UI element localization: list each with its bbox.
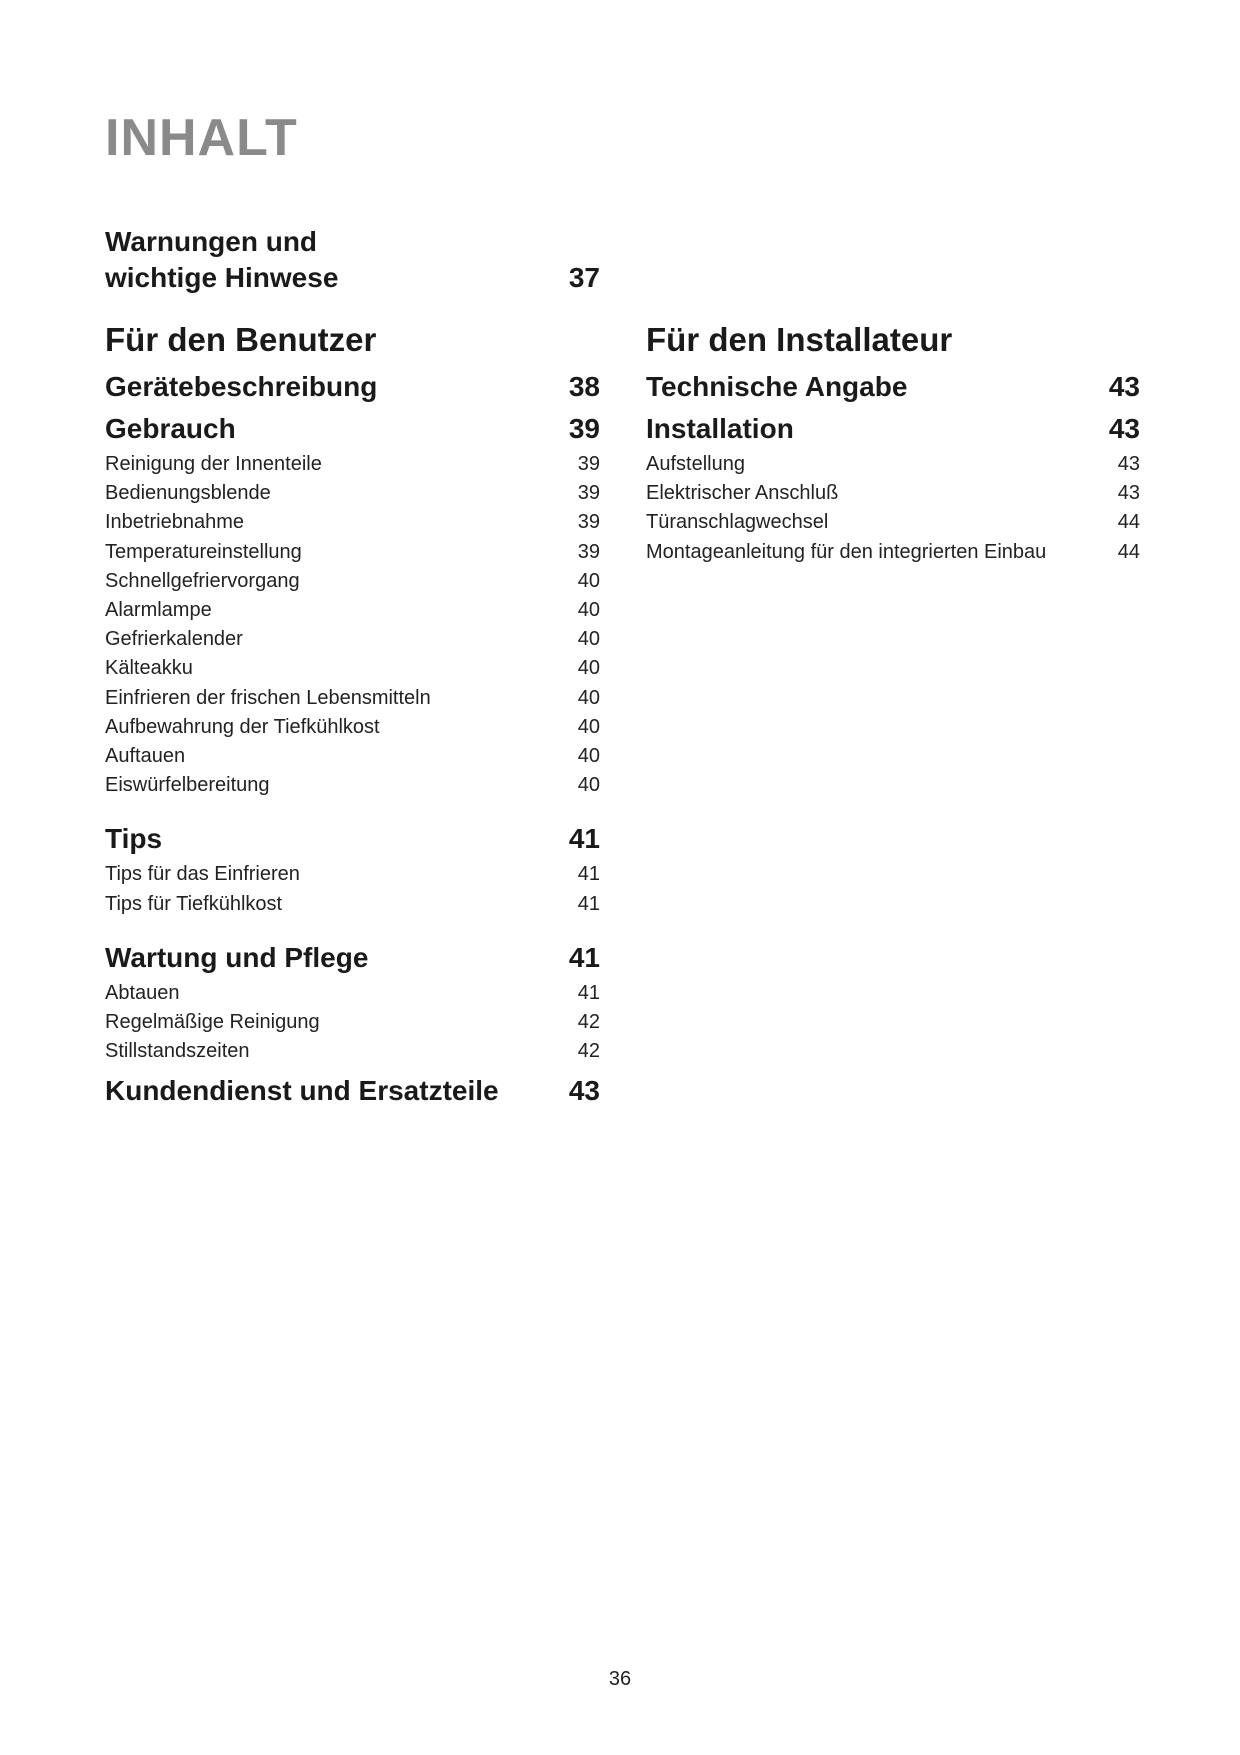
toc-item[interactable] — [646, 538, 1140, 567]
toc-label: Wartung und Pflege — [105, 941, 369, 973]
toc-page: 37 — [568, 262, 600, 293]
toc-item[interactable] — [105, 713, 600, 742]
toc-page: 39 — [577, 453, 600, 475]
toc-page: 40 — [577, 657, 600, 680]
toc-page: 42 — [577, 1040, 600, 1063]
toc-item[interactable] — [105, 1037, 600, 1066]
toc-label: Türanschlagwechsel — [646, 511, 829, 534]
toc-label: Alarmlampe — [105, 599, 212, 622]
toc-label: Tips für das Einfrieren — [105, 863, 300, 886]
toc-label: Auftauen — [105, 745, 186, 768]
toc-list-tips — [105, 860, 600, 918]
page-number: 36 — [608, 1668, 632, 1690]
toc-page: 41 — [577, 892, 600, 915]
toc-label: Regelmäßige Reinigung — [105, 1011, 320, 1034]
toc-item[interactable] — [105, 479, 600, 508]
toc-item[interactable] — [105, 450, 600, 479]
toc-page: 39 — [577, 511, 600, 534]
toc-page: 42 — [577, 1011, 600, 1034]
toc-label: Einfrieren der frischen Lebensmitteln — [105, 686, 431, 709]
toc-label: Inbetriebnahme — [105, 511, 244, 534]
toc-page: 40 — [577, 599, 600, 622]
toc-entry-technische-angabe[interactable] — [646, 366, 1140, 408]
toc-label: Temperatureinstellung — [105, 540, 302, 563]
toc-label: Eiswürfelbereitung — [105, 774, 270, 797]
toc-item[interactable] — [105, 625, 600, 654]
toc-item[interactable] — [105, 860, 600, 889]
toc-label: Kundendienst und Ersatzteile — [105, 1075, 499, 1107]
toc-item[interactable] — [105, 508, 600, 537]
toc-list-gebrauch — [105, 450, 600, 800]
toc-page: 41 — [577, 863, 600, 886]
toc-page: 39 — [577, 482, 600, 505]
toc-label: Warnungen und — [105, 226, 318, 257]
toc-label: Abtauen — [105, 981, 180, 1004]
toc-page: 43 — [568, 1075, 600, 1107]
toc-item[interactable] — [105, 596, 600, 625]
toc-entry-kundendienst[interactable] — [105, 1070, 600, 1112]
toc-item[interactable] — [105, 979, 600, 1008]
toc-label: Aufbewahrung der Tiefkühlkost — [105, 715, 380, 738]
toc-label: Technische Angabe — [646, 371, 908, 402]
toc-label: Gefrierkalender — [105, 628, 243, 651]
toc-label: Bedienungsblende — [105, 482, 271, 505]
toc-page: 44 — [1117, 540, 1140, 563]
toc-entry-installation[interactable] — [646, 408, 1140, 450]
toc-page: 43 — [1108, 413, 1140, 444]
toc-page: 40 — [577, 715, 600, 738]
section-heading-user: Für den Benutzer — [105, 321, 377, 358]
toc-label: Tips — [105, 823, 163, 855]
toc-page: 43 — [1108, 371, 1140, 402]
toc-page: 41 — [568, 823, 600, 855]
toc-page: 39 — [577, 540, 600, 563]
toc-column-user — [105, 318, 600, 1112]
toc-item[interactable] — [105, 538, 600, 567]
toc-page: 40 — [577, 686, 600, 709]
toc-item[interactable] — [646, 508, 1140, 537]
toc-entry-wartung[interactable] — [105, 937, 600, 979]
toc-entry-tips[interactable] — [105, 818, 600, 860]
toc-item[interactable] — [646, 479, 1140, 508]
toc-item[interactable] — [105, 654, 600, 683]
toc-page: 40 — [577, 569, 600, 592]
toc-item[interactable] — [105, 567, 600, 596]
toc-page: 40 — [577, 745, 600, 768]
toc-entry-gebrauch[interactable] — [105, 408, 600, 450]
toc-page: 41 — [577, 981, 600, 1004]
toc-page: 38 — [568, 371, 600, 402]
section-heading-installer: Für den Installateur — [646, 321, 953, 358]
toc-item[interactable] — [646, 450, 1140, 479]
toc-label: Tips für Tiefkühlkost — [105, 892, 283, 915]
toc-label: wichtige Hinwese — [105, 262, 339, 293]
toc-entry-geraetebeschreibung[interactable] — [105, 366, 600, 408]
toc-item[interactable] — [105, 1008, 600, 1037]
toc-label: Aufstellung — [646, 453, 745, 475]
toc-page: 43 — [1117, 453, 1140, 475]
toc-label: Montageanleitung für den integrierten Einbau — [646, 540, 1047, 563]
page-title: INHALT — [105, 109, 298, 167]
toc-label: Gerätebeschreibung — [105, 371, 378, 402]
toc-list-installation — [646, 450, 1140, 567]
toc-page: 43 — [1117, 482, 1140, 505]
toc-label: Stillstandszeiten — [105, 1040, 250, 1063]
toc-page: 40 — [577, 774, 600, 797]
toc-page: 41 — [568, 941, 600, 973]
toc-page: 40 — [577, 628, 600, 651]
toc-label: Installation — [646, 413, 794, 444]
toc-column-installer — [646, 318, 1140, 567]
toc-list-wartung — [105, 979, 600, 1067]
toc-label: Kälteakku — [105, 657, 193, 680]
toc-label: Elektrischer Anschluß — [646, 482, 839, 505]
toc-item[interactable] — [105, 771, 600, 800]
toc-item[interactable] — [105, 890, 600, 919]
toc-page: 44 — [1117, 511, 1140, 534]
toc-item[interactable] — [105, 684, 600, 713]
toc-page: 39 — [568, 413, 600, 444]
toc-label: Reinigung der Innenteile — [105, 453, 322, 475]
toc-label: Gebrauch — [105, 413, 236, 444]
toc-label: Schnellgefriervorgang — [105, 569, 300, 592]
toc-entry-warnings[interactable] — [105, 224, 600, 296]
toc-item[interactable] — [105, 742, 600, 771]
